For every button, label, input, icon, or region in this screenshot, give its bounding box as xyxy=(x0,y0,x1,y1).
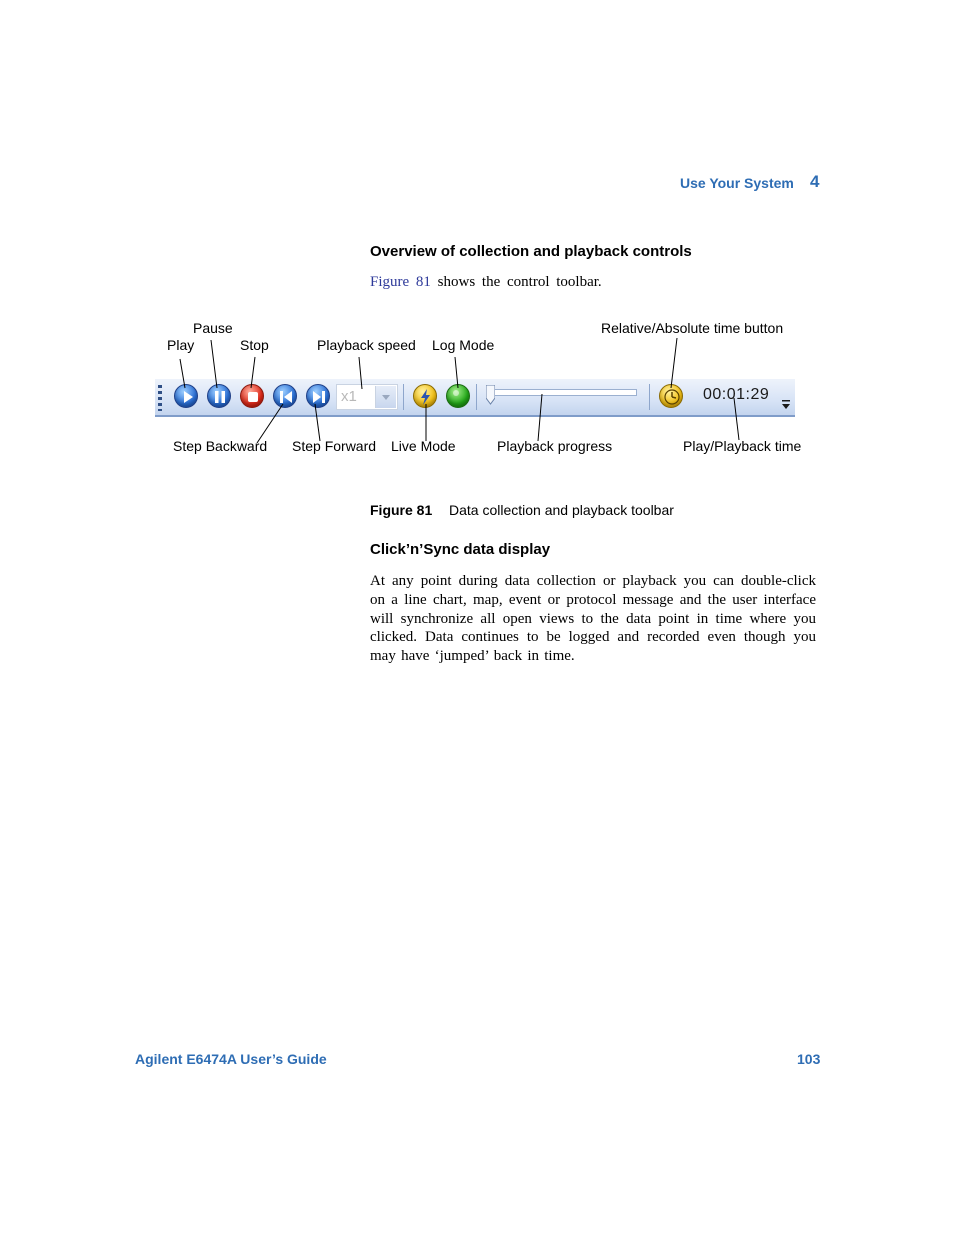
callout-stop: Stop xyxy=(240,337,269,353)
play-button[interactable] xyxy=(174,384,198,408)
playback-speed-value: x1 xyxy=(341,388,357,405)
playback-time-display: 00:01:29 xyxy=(703,386,770,403)
section-heading-clicknsync: Click’n’Sync data display xyxy=(370,541,551,558)
callout-pause: Pause xyxy=(193,320,233,336)
figure-link[interactable]: Figure 81 xyxy=(370,274,431,290)
step-backward-icon xyxy=(274,385,298,409)
playback-progress-thumb[interactable] xyxy=(486,385,495,405)
playback-progress-track[interactable] xyxy=(491,389,637,396)
log-mode-icon xyxy=(447,385,471,409)
relative-absolute-time-button[interactable] xyxy=(659,384,683,408)
stop-button[interactable] xyxy=(240,384,264,408)
footer-page-number: 103 xyxy=(797,1051,821,1067)
running-header-section: Use Your System xyxy=(680,175,794,191)
callout-play-playback-time: Play/Playback time xyxy=(683,438,802,454)
clicknsync-paragraph: At any point during data collection or playback you can double-click on a line chart, map, event or protocol message and the user interface will synchronize all open views to the data point in time where you clicked. Data continues to be logged and recorded even though you may have ‘jumped’ back in time. xyxy=(370,573,816,665)
log-mode-button[interactable] xyxy=(446,384,470,408)
toolbar-separator xyxy=(649,384,650,410)
pause-icon xyxy=(208,385,232,409)
callout-log-mode: Log Mode xyxy=(432,337,495,353)
step-forward-button[interactable] xyxy=(306,384,330,408)
figure-caption-text: Data collection and playback toolbar xyxy=(449,502,674,518)
stop-icon xyxy=(241,385,265,409)
intro-sentence xyxy=(370,274,602,291)
chevron-down-icon[interactable] xyxy=(375,386,396,408)
callout-live-mode: Live Mode xyxy=(391,438,456,454)
toolbar-grip[interactable] xyxy=(158,385,162,411)
clock-icon xyxy=(660,385,684,409)
callout-step-forward: Step Forward xyxy=(292,438,377,454)
figure-caption-label: Figure 81 xyxy=(370,502,433,518)
live-mode-icon xyxy=(414,385,438,409)
section-heading-overview: Overview of collection and playback controls xyxy=(370,243,692,260)
callout-playback-progress: Playback progress xyxy=(497,438,613,454)
running-header-chapter: 4 xyxy=(810,172,820,191)
footer-guide-title: Agilent E6474A User’s Guide xyxy=(135,1051,327,1067)
step-forward-icon xyxy=(307,385,331,409)
toolbar-options-icon[interactable] xyxy=(781,399,791,411)
toolbar-separator xyxy=(476,384,477,410)
playback-speed-select[interactable] xyxy=(336,384,398,410)
intro-sentence-text: shows the control toolbar. xyxy=(437,274,602,290)
playback-toolbar xyxy=(155,379,795,417)
callout-relative-absolute: Relative/Absolute time button xyxy=(601,320,784,336)
callout-playback-speed: Playback speed xyxy=(317,337,416,353)
toolbar-separator xyxy=(403,384,404,410)
callout-play: Play xyxy=(167,337,195,353)
play-icon xyxy=(175,385,199,409)
live-mode-button[interactable] xyxy=(413,384,437,408)
callout-step-backward: Step Backward xyxy=(173,438,268,454)
step-backward-button[interactable] xyxy=(273,384,297,408)
pause-button[interactable] xyxy=(207,384,231,408)
